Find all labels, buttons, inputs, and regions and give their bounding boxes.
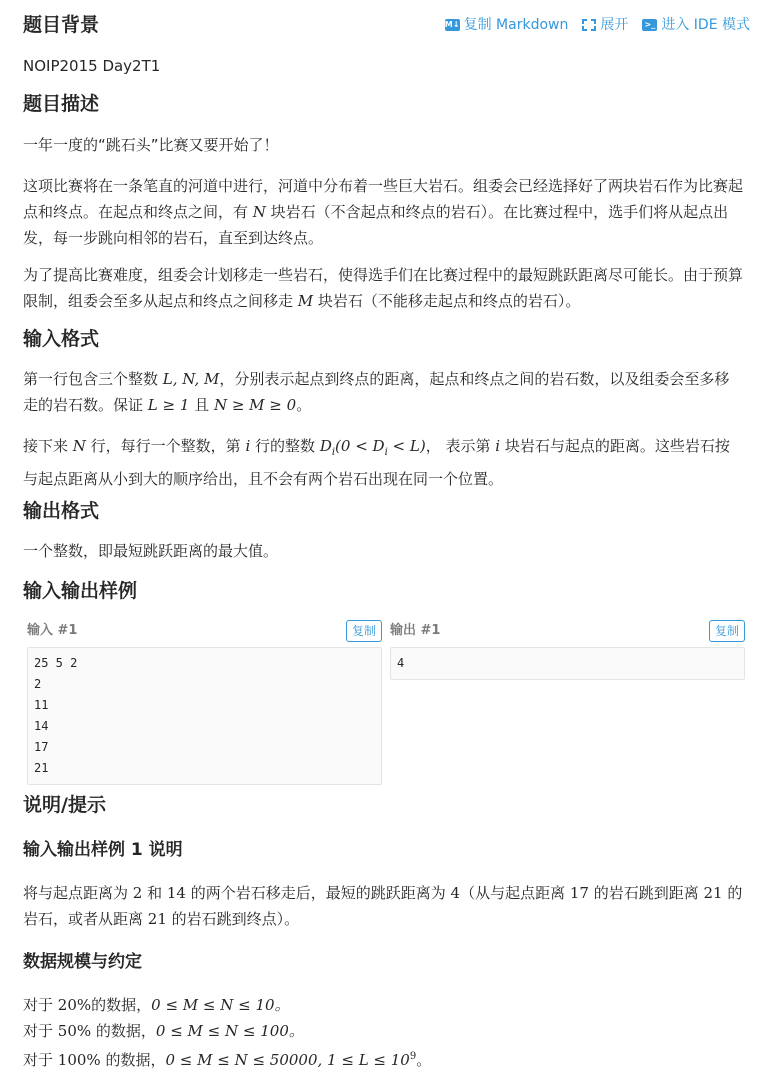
section-title-hint: 说明/提示 <box>23 794 106 816</box>
constraint-line: 对于 100% 的数据，0 ≤ M ≤ N ≤ 50000, $1 \le L \le 10^9$。 <box>23 1051 432 1069</box>
sample-input-code <box>27 647 382 785</box>
header-row <box>23 11 750 39</box>
code-line: 2 <box>34 677 42 691</box>
code-line: 21 <box>34 761 49 775</box>
sample-input-1 <box>27 618 382 785</box>
constraint-line: 对于 20%的数据，0 ≤ M ≤ N ≤ 10。 <box>23 996 290 1014</box>
markdown-icon: M↓ <box>444 20 460 29</box>
output-format-p1: 一个整数，即最短跳跃距离的最大值。 <box>23 542 279 560</box>
copy-input-button[interactable]: 复制 <box>346 620 382 642</box>
section-title-description: 题目描述 <box>23 93 100 115</box>
sample-output-1 <box>390 618 745 680</box>
background-text: NOIP2015 Day2T1 <box>23 57 161 75</box>
ide-mode-label: 进入 IDE 模式 <box>661 17 750 33</box>
copy-markdown-button[interactable] <box>445 12 569 38</box>
code-line: 25 5 2 <box>34 656 78 670</box>
constraints-block <box>23 992 744 1073</box>
description-p2: 这项比赛将在一条笔直的河道中进行，河道中分布着一些巨大岩石。组委会已经选择好了两块岩石作为比赛起点和终点。在起点和终点之间，有 N 块岩石（不含起点和终点的岩石）。在比赛过程中，选手们将从起点出发，每一步跳向相邻的岩石，直至到达终点。 <box>23 177 744 247</box>
constraint-line: 对于 50% 的数据，0 ≤ M ≤ N ≤ 100。 <box>23 1022 304 1040</box>
section-title-input-format: 输入格式 <box>23 328 100 350</box>
description-p3: 为了提高比赛难度，组委会计划移走一些岩石，使得选手们在比赛过程中的最短跳跃距离尽可能长。由于预算限制，组委会至多从起点和终点之间移走 M 块岩石（不能移走起点和终点的岩石）。 <box>23 266 744 310</box>
copy-markdown-label: 复制 Markdown <box>463 17 569 33</box>
expand-label: 展开 <box>600 17 629 33</box>
expand-button[interactable] <box>582 12 628 38</box>
code-line: 14 <box>34 719 49 733</box>
code-line: 17 <box>34 740 49 754</box>
input-format-p2: 接下来 N 行，每行一个整数，第 i 行的整数 $D_i(0 < D_i < L)$， 表示第 i 块岩石与起点的距离。这些岩石按与起点距离从小到大的顺序给出，且不会有两个岩石出现在同一个位置。 <box>23 437 730 488</box>
section-title-background: 题目背景 <box>23 14 100 36</box>
hint-subtitle-constraints: 数据规模与约定 <box>23 952 142 972</box>
section-title-samples: 输入输出样例 <box>23 580 138 602</box>
expand-icon <box>582 19 596 31</box>
code-line: 11 <box>34 698 49 712</box>
input-format-p1: 第一行包含三个整数 L, N, M，分别表示起点到终点的距离，起点和终点之间的岩石数，以及组委会至多移走的岩石数。保证 L ≥ 1 且 N ≥ M ≥ 0。 <box>23 370 730 414</box>
terminal-icon: >_ <box>642 19 657 31</box>
code-line: 4 <box>397 656 405 670</box>
sample-output-header <box>390 618 745 644</box>
copy-output-button[interactable]: 复制 <box>709 620 745 642</box>
problem-actions <box>445 12 750 38</box>
ide-mode-button[interactable] <box>642 12 750 38</box>
sample-input-header <box>27 618 382 644</box>
section-title-output-format: 输出格式 <box>23 500 100 522</box>
hint-subtitle-sample-explanation: 输入输出样例 1 说明 <box>23 840 183 860</box>
sample-input-title: 输入 #1 <box>27 623 78 638</box>
sample-output-title: 输出 #1 <box>390 623 441 638</box>
sample-output-code <box>390 647 745 680</box>
hint-sample-explanation: 将与起点距离为 2 和 14 的两个岩石移走后，最短的跳跃距离为 4（从与起点距离 17 的岩石跳到距离 21 的岩石，或者从距离 21 的岩石跳到终点）。 <box>23 884 743 928</box>
description-p1: 一年一度的“跳石头”比赛又要开始了！ <box>23 136 279 154</box>
